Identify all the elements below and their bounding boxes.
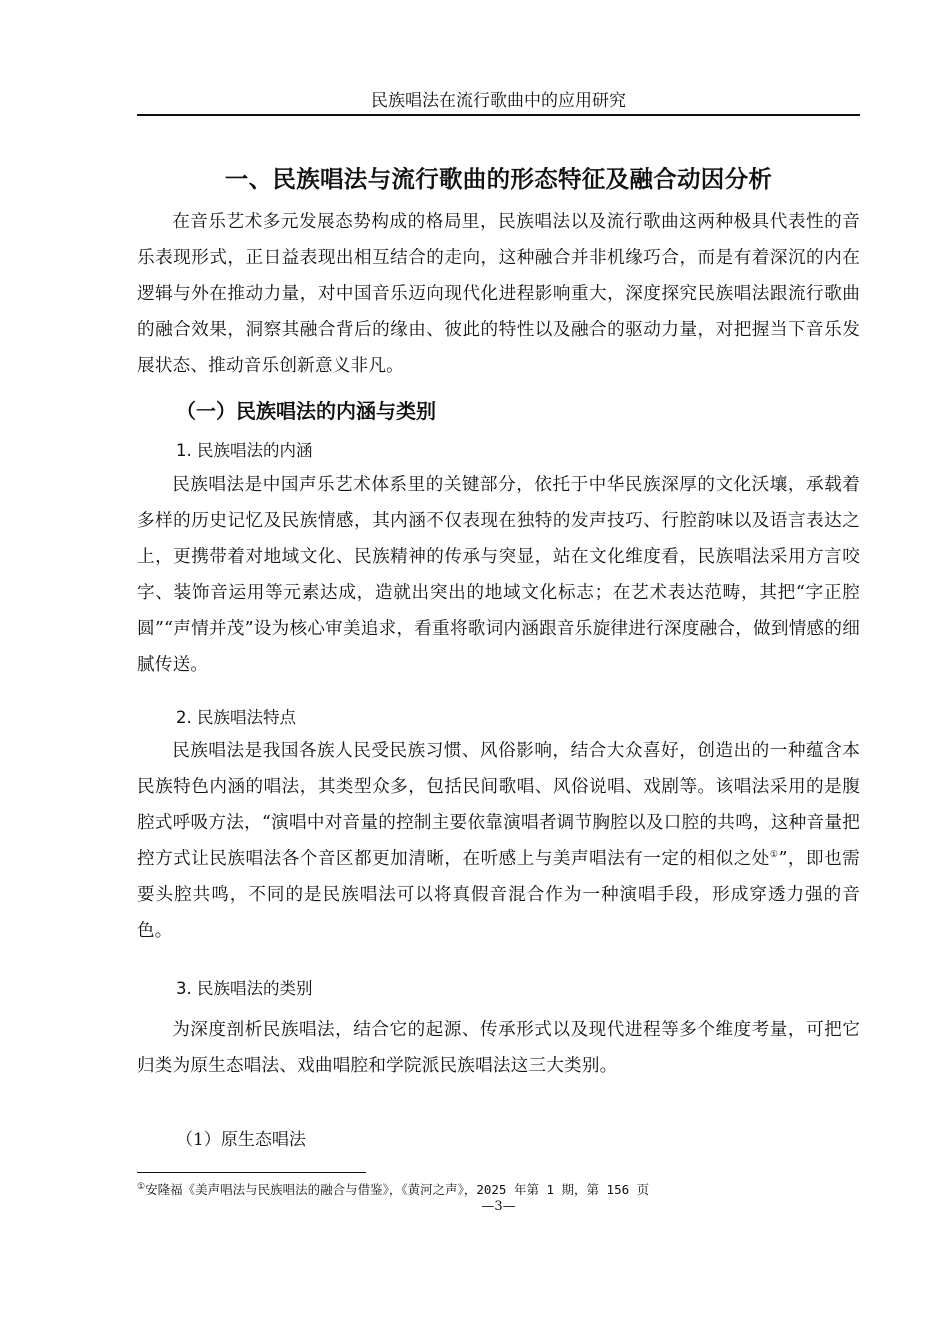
connotation-paragraph: 民族唱法是中国声乐艺术体系里的关键部分，依托于中华民族深厚的文化沃壤，承载着多样的历史记忆及民族情感，其内涵不仅表现在独特的发声技巧、行腔韵味以及语言表达之上，更携带着对地域文化、民族精神的传承与突显，站在文化维度看，民族唱法采用方言咬字、装饰音运用等元素达成，造就出突出的地域文化标志；在艺术表达范畴，其把“字正腔圆”“声情并茂”设为核心审美追求，看重将歌词内涵跟音乐旋律进行深度融合，做到情感的细腻传送。 [137, 475, 860, 675]
footnote-divider [137, 1172, 366, 1173]
intro-paragraph: 在音乐艺术多元发展态势构成的格局里，民族唱法以及流行歌曲这两种极具代表性的音乐表现形式，正日益表现出相互结合的走向，这种融合并非机缘巧合，而是有着深沉的内在逻辑与外在推动力量，对中国音乐迈向现代化进程影响重大，深度探究民族唱法跟流行歌曲的融合效果，洞察其融合背后的缘由、彼此的特性以及融合的驱动力量，对把握当下音乐发展状态、推动音乐创新意义非凡。 [137, 212, 860, 376]
features-paragraph [137, 733, 860, 949]
chapter-title: 一、民族唱法与流行歌曲的形态特征及融合动因分析 [224, 164, 773, 193]
categories-paragraph: 为深度剖析民族唱法，结合它的起源、传承形式以及现代进程等多个维度考量，可把它归类为原生态唱法、戏曲唱腔和学院派民族唱法这三大类别。 [137, 1020, 860, 1076]
footnote [137, 1180, 860, 1200]
features-text-part1: 民族唱法是我国各族人民受民族习惯、风俗影响，结合大众喜好，创造出的一种蕴含本民族特色内涵的唱法，其类型众多，包括民间歌唱、风俗说唱、戏剧等。该唱法采用的是腹腔式呼吸方法，“演唱中对音量的控制主要依靠演唱者调节胸腔以及口腔的共鸣，这种音量把控方式让民族唱法各个音区都更加清晰，在听感上与美声唱法有一定的相似之处 [137, 741, 860, 869]
running-header: 民族唱法在流行歌曲中的应用研究 [371, 91, 626, 111]
minor-heading: （1）原生态唱法 [176, 1130, 306, 1150]
features-text-part2: ”，即也需要头腔共鸣，不同的是民族唱法可以将真假音混合作为一种演唱手段，形成穿透力强的音色。 [137, 849, 860, 941]
page-number: —3— [481, 1199, 516, 1214]
footnote-reference[interactable]: ① [769, 850, 779, 861]
header-divider [137, 114, 860, 116]
subheading-categories: 3. 民族唱法的类别 [176, 979, 313, 998]
footnote-text: 安隆福《美声唱法与民族唱法的融合与借鉴》，《黄河之声》，2025 年第 1 期，第 156 页 [145, 1182, 650, 1197]
section-heading: （一）民族唱法的内涵与类别 [176, 399, 436, 423]
subheading-features: 2. 民族唱法特点 [176, 708, 296, 727]
subheading-connotation: 1. 民族唱法的内涵 [176, 441, 313, 460]
footnote-marker: ① [137, 1181, 146, 1192]
